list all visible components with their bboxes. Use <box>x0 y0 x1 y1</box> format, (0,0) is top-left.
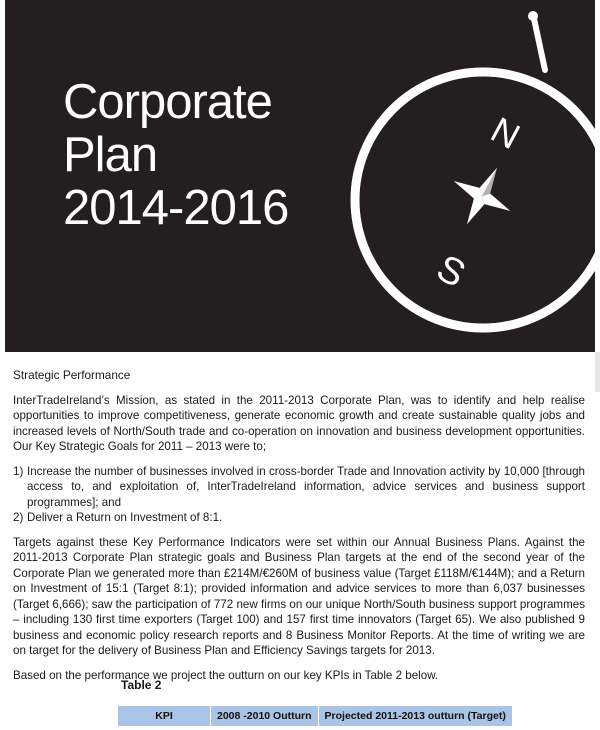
cover-banner <box>5 0 595 352</box>
compass-letter-s: S <box>429 247 472 297</box>
table-header-row <box>118 706 513 727</box>
cover-title-line: Corporate <box>63 75 272 129</box>
list-item <box>13 464 585 511</box>
compass-letter-n: N <box>484 108 527 158</box>
list-item-number: 1) <box>13 464 24 478</box>
list-item <box>13 510 585 526</box>
compass-star-icon <box>439 153 526 240</box>
goals-list <box>13 464 585 526</box>
list-item-text: Increase the number of businesses involved in cross-border Trade and Innovation activity by 10,000 [through access to, and exploitation of, InterTradeIreland information, advice services and business support programmes]; and <box>27 464 585 509</box>
list-item-number: 2) <box>13 511 24 524</box>
scrollbar-thumb[interactable] <box>595 352 600 392</box>
table-header-projected: Projected 2011-2013 outturn (Target) <box>318 706 512 727</box>
paragraph-mission: InterTradeIreland’s Mission, as stated in the 2011-2013 Corporate Plan, was to identify and help realise opportunities to improve competitiveness, generate economic growth and create sustainable quality jobs and increased levels of North/South trade and co-operation on innovation and business development opportunities. Our Key Strategic Goals for 2011 – 2013 were to; <box>13 393 585 453</box>
compass-illustration <box>5 0 595 352</box>
paragraph-projection: Based on the performance we project the outturn on our key KPIs in Table 2 below. <box>13 668 439 682</box>
table-caption: Table 2 <box>121 678 162 692</box>
table-header-outturn: 2008 -2010 Outturn <box>211 706 319 727</box>
cover-title-line: Plan <box>63 128 158 182</box>
cover-title-line: 2014-2016 <box>63 181 289 235</box>
compass-pin-icon <box>533 14 545 70</box>
compass-pin-head-icon <box>528 11 538 21</box>
section-heading: Strategic Performance <box>13 368 131 382</box>
kpi-table <box>117 705 513 727</box>
paragraph-targets: Targets against these Key Performance Indicators were set within our Annual Business Plans. Against the 2011-2013 Corporate Plan strategic goals and Business Plan targets at the end of the second year of the Corporate Plan we generated more than £214M/€260M of business value (Target £118M/€144M); and a Return on Investment of 15:1 (Target 8:1); provided information and advice services to more than 6,037 businesses (Target 6,666); saw the participation of 772 new firms on our unique North/South business support programmes – including 130 first time exporters (Target 100) and 157 first time innovators (Target 65). We also published 9 business and economic policy research reports and 8 Business Monitor Reports. At the time of writing we are on target for the delivery of Business Plan and Efficiency Savings targets for 2013. <box>13 535 585 657</box>
list-item-text: Deliver a Return on Investment of 8:1. <box>27 511 223 524</box>
table-header-kpi: KPI <box>118 706 211 727</box>
document-body <box>13 368 585 692</box>
